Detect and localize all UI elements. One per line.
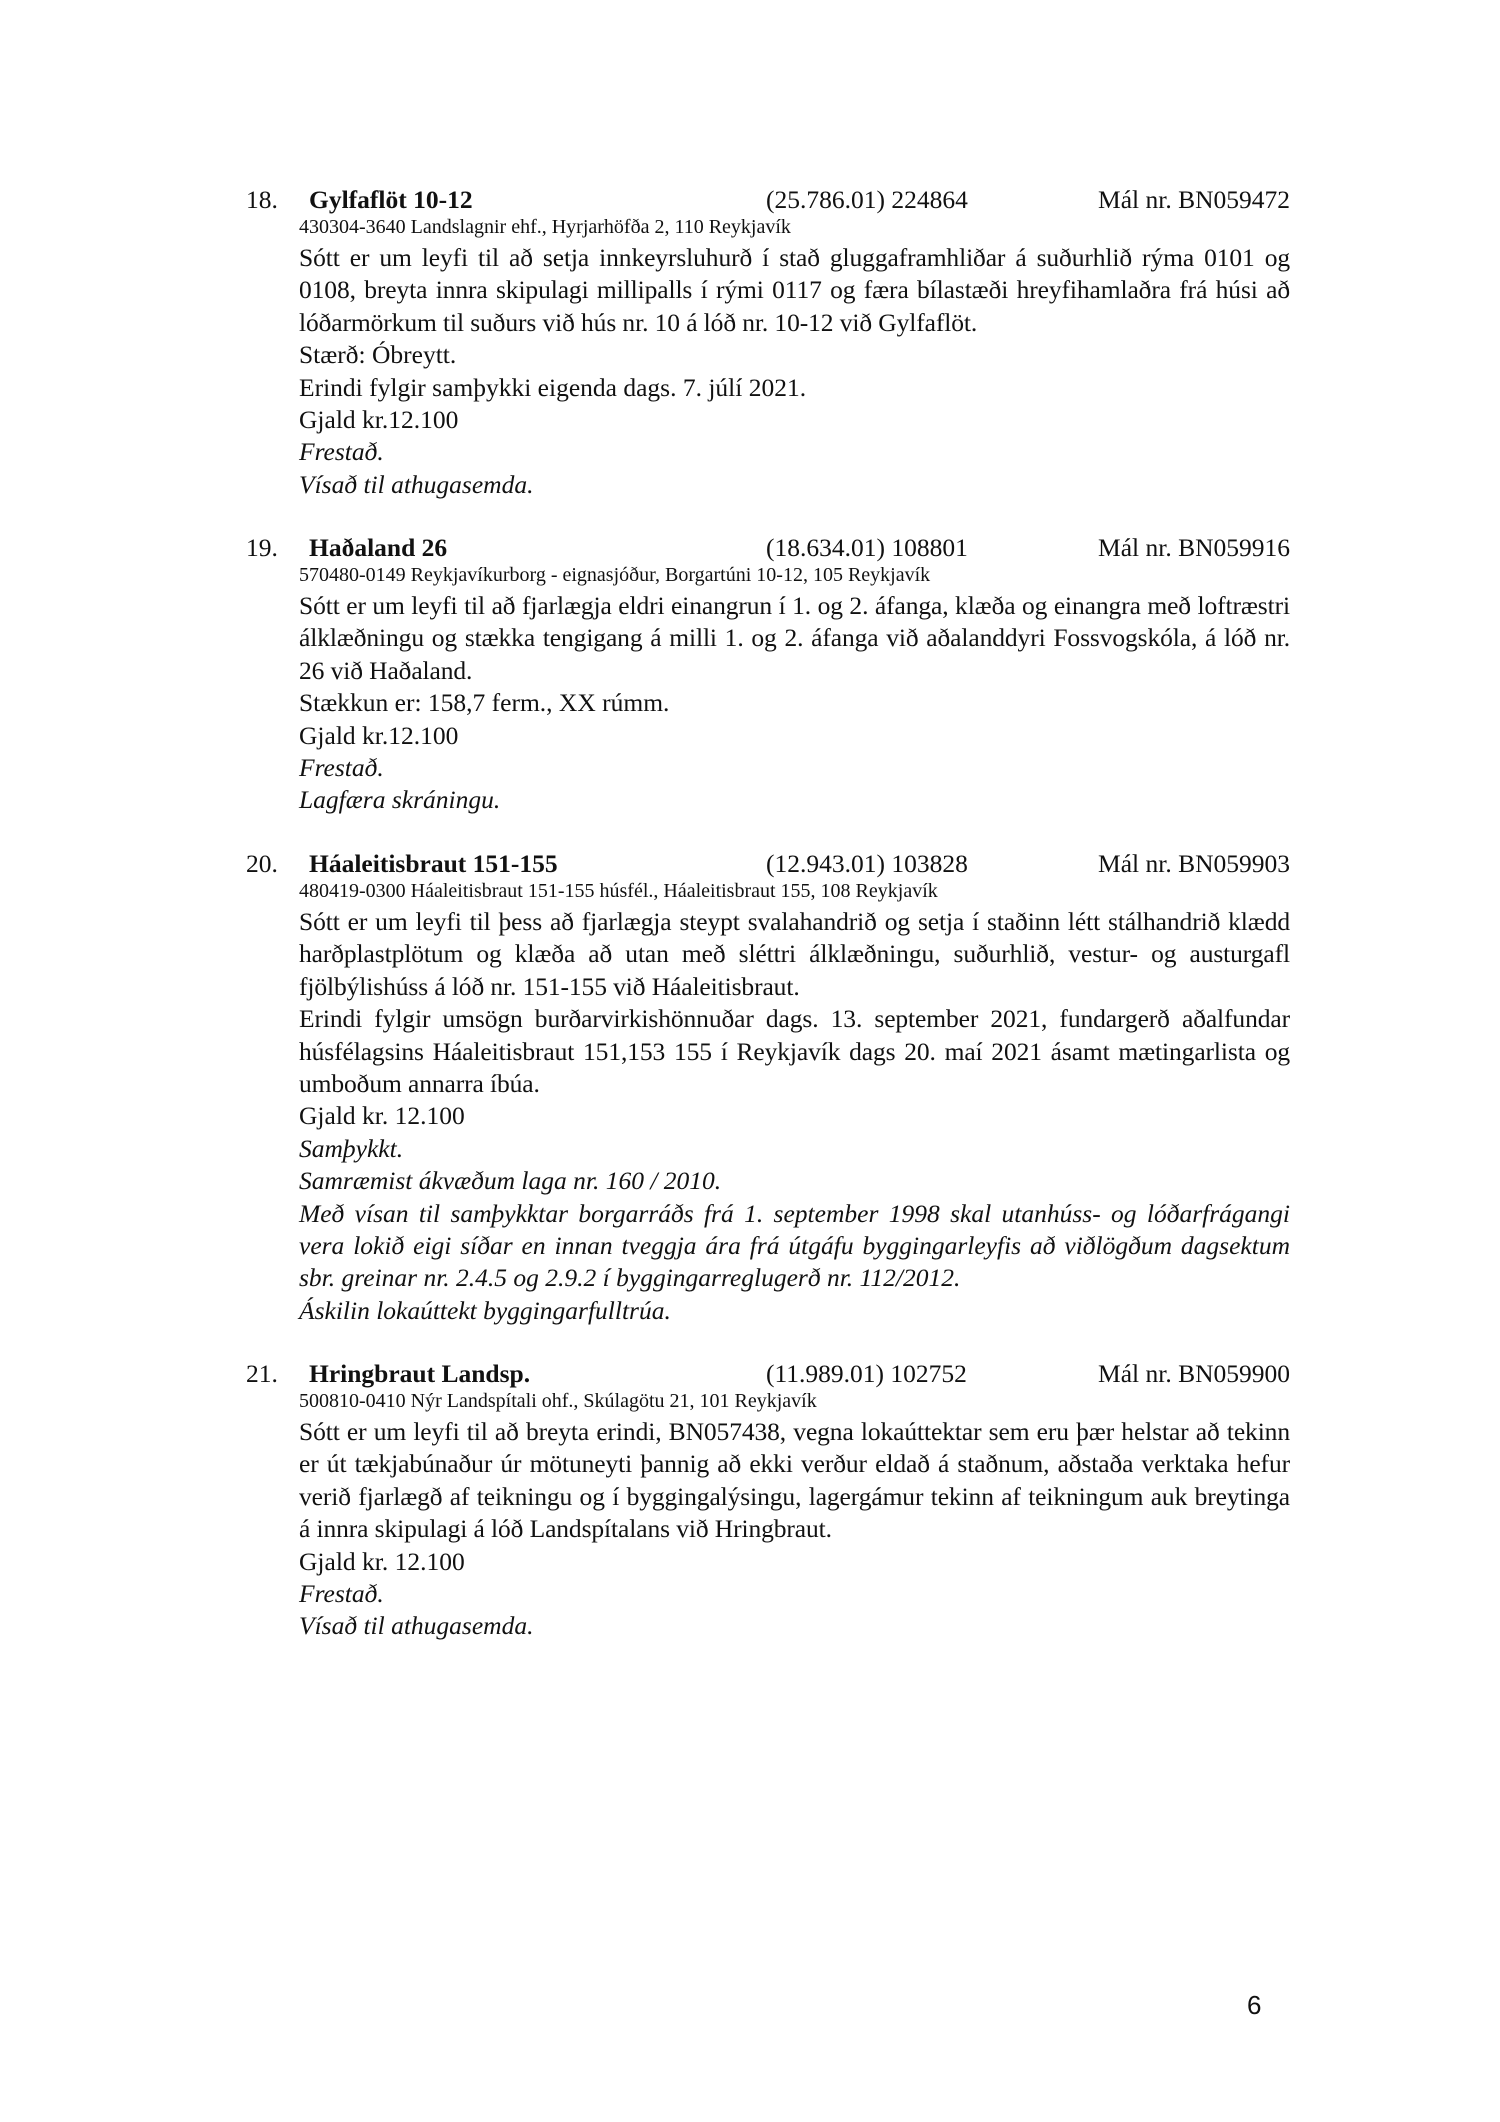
item-body bbox=[299, 564, 1290, 817]
item-body bbox=[299, 880, 1290, 1327]
item-note: Lagfæra skráningu. bbox=[299, 785, 501, 815]
item-plot-id: (12.943.01) 103828 bbox=[766, 849, 968, 878]
item-case-number: Mál nr. BN059916 bbox=[1098, 533, 1290, 562]
item-plot-id: (25.786.01) 224864 bbox=[766, 185, 968, 214]
item-body bbox=[299, 1390, 1290, 1643]
item-number: 21. bbox=[246, 1359, 278, 1388]
item-size: Stærð: Óbreytt. bbox=[299, 340, 457, 370]
item-description: Sótt er um leyfi til að setja innkeyrsluhurð í stað gluggaframhliðar á suðurhlið rýma 0101 og 0108, breyta innra skipulagi millipalls í rými 0117 og færa bílastæði hreyfihamlaðra frá húsi að lóðarmörkum til suðurs við hús nr. 10 á lóð nr. 10-12 við Gylfaflöt. bbox=[299, 243, 1290, 337]
item-number: 19. bbox=[246, 533, 278, 562]
item-description: Sótt er um leyfi til að breyta erindi, BN057438, vegna lokaúttektar sem eru þær helstar að tekinn er út tækjabúnaður úr mötuneyti þannig að ekki verður eldað á staðnum, aðstaða verktaka hefur verið fjarlægð af teikningu og í byggingalýsingu, lagergámur tekinn af teikningum auk breytinga á innra skipulagi á lóð Landspítalans við Hringbraut. bbox=[299, 1417, 1290, 1544]
item-description: Sótt er um leyfi til að fjarlægja eldri einangrun í 1. og 2. áfanga, klæða og einangra með loftræstri álklæðningu og stækka tengigang á milli 1. og 2. áfanga við aðalanddyri Fossvogskóla, á lóð nr. 26 við Haðaland. bbox=[299, 591, 1290, 685]
item-header bbox=[246, 1358, 1290, 1390]
item-address: Haðaland 26 bbox=[309, 533, 448, 562]
item-decision: Frestað. bbox=[299, 1579, 384, 1609]
item-decision: Samþykkt. bbox=[299, 1133, 404, 1163]
item-decision: Frestað. bbox=[299, 753, 384, 783]
item-header bbox=[246, 848, 1290, 880]
agenda-item-18 bbox=[246, 184, 1290, 501]
item-applicant: 480419-0300 Háaleitisbraut 151-155 húsfél., Háaleitisbraut 155, 108 Reykjavík bbox=[299, 880, 938, 902]
item-applicant: 570480-0149 Reykjavíkurborg - eignasjóður, Borgartúni 10-12, 105 Reykjavík bbox=[299, 564, 931, 586]
item-note: Vísað til athugasemda. bbox=[299, 1611, 534, 1641]
item-address: Hringbraut Landsp. bbox=[309, 1359, 531, 1388]
item-number: 20. bbox=[246, 849, 278, 878]
item-final-note: Áskilin lokaúttekt byggingarfulltrúa. bbox=[299, 1295, 671, 1325]
item-applicant: 500810-0410 Nýr Landspítali ohf., Skúlagötu 21, 101 Reykjavík bbox=[299, 1390, 817, 1412]
item-applicant: 430304-3640 Landslagnir ehf., Hyrjarhöfða 2, 110 Reykjavík bbox=[299, 216, 791, 238]
item-body bbox=[299, 216, 1290, 501]
item-size: Stækkun er: 158,7 ferm., XX rúmm. bbox=[299, 688, 670, 718]
item-fee: Gjald kr.12.100 bbox=[299, 405, 459, 435]
item-case-number: Mál nr. BN059472 bbox=[1098, 185, 1290, 214]
item-attachment: Erindi fylgir samþykki eigenda dags. 7. júlí 2021. bbox=[299, 372, 807, 402]
item-plot-id: (11.989.01) 102752 bbox=[766, 1359, 967, 1388]
item-attachment: Erindi fylgir umsögn burðarvirkishönnuðar dags. 13. september 2021, fundargerð aðalfundar húsfélagsins Háaleitisbraut 151,153 155 í Reykjavík dags 20. maí 2021 ásamt mætingarlista og umboðum annarra íbúa. bbox=[299, 1004, 1290, 1099]
page-number: 6 bbox=[1247, 1990, 1262, 2020]
item-header bbox=[246, 184, 1290, 216]
item-note: Vísað til athugasemda. bbox=[299, 469, 534, 499]
item-address: Háaleitisbraut 151-155 bbox=[309, 849, 558, 878]
item-case-number: Mál nr. BN059903 bbox=[1098, 849, 1290, 878]
item-description: Sótt er um leyfi til þess að fjarlægja steypt svalahandrið og setja í staðinn létt stálhandrið klædd harðplastplötum og klæða að utan með sléttri álklæðningu, suðurhlið, vestur- og austurgafl fjölbýlishúss á lóð nr. 151-155 við Háaleitisbraut. bbox=[299, 907, 1290, 1001]
item-case-number: Mál nr. BN059900 bbox=[1098, 1359, 1290, 1388]
item-plot-id: (18.634.01) 108801 bbox=[766, 533, 968, 562]
agenda-item-20 bbox=[246, 848, 1290, 1327]
item-condition: Með vísan til samþykktar borgarráðs frá 1. september 1998 skal utanhúss- og lóðarfrágangi vera lokið eigi síðar en innan tveggja ára frá útgáfu byggingarleyfis að viðlögðum dagsektum sbr. greinar nr. 2.4.5 og 2.9.2 í byggingarreglugerð nr. 112/2012. bbox=[299, 1198, 1290, 1293]
item-number: 18. bbox=[246, 185, 278, 214]
item-decision: Frestað. bbox=[299, 437, 384, 467]
item-header bbox=[246, 532, 1290, 564]
agenda-item-19 bbox=[246, 532, 1290, 817]
item-fee: Gjald kr.12.100 bbox=[299, 720, 459, 750]
item-address: Gylfaflöt 10-12 bbox=[309, 185, 473, 214]
item-fee: Gjald kr. 12.100 bbox=[299, 1546, 465, 1576]
agenda-item-21 bbox=[246, 1358, 1290, 1643]
item-fee: Gjald kr. 12.100 bbox=[299, 1101, 465, 1131]
item-law-note: Samræmist ákvæðum laga nr. 160 / 2010. bbox=[299, 1166, 722, 1196]
